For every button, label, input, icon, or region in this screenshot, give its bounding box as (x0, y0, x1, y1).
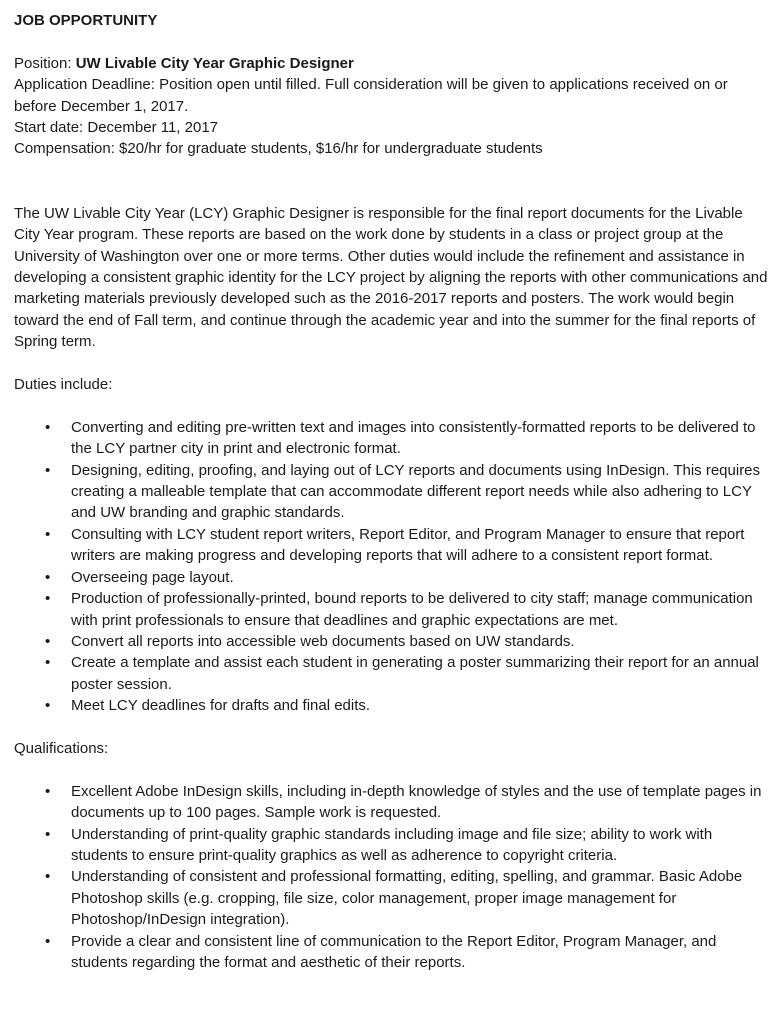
duty-item: • Designing, editing, proofing, and laying out of LCY reports and documents using InDesign. This requires creating a malleable template that can accommodate different report needs while also adhering to LCY and UW branding and graphic standards. (71, 460, 769, 524)
qualification-item: • Understanding of consistent and professional formatting, editing, spelling, and grammar. Basic Adobe Photoshop skills (e.g. cropping, file size, color management, proper image management for Photoshop/InDesign integration). (71, 866, 769, 930)
duties-heading: Duties include: (14, 376, 113, 394)
duty-item: • Converting and editing pre-written text and images into consistently-formatted reports to be delivered to the LCY partner city in print and electronic format. (71, 417, 769, 460)
application-deadline-line: Application Deadline: Position open until filled. Full consideration will be given to applications received on or before December 1, 2017. (14, 76, 728, 115)
duty-item: • Consulting with LCY student report writers, Report Editor, and Program Manager to ensure that report writers are making progress and developing reports that will adhere to a consistent report format. (71, 524, 769, 567)
position-line (14, 53, 769, 74)
duty-item: • Meet LCY deadlines for drafts and final edits. (71, 695, 769, 716)
qualification-item: • Understanding of print-quality graphic standards including image and file size; ability to work with students to ensure print-quality graphics as well as adherence to copyright criteria. (71, 824, 769, 867)
qualification-item: • Provide a clear and consistent line of communication to the Report Editor, Program Manager, and students regarding the format and aesthetic of their reports. (71, 931, 769, 974)
job-opportunity-heading: JOB OPPORTUNITY (14, 12, 158, 29)
duties-list (14, 417, 769, 717)
duty-item: • Overseeing page layout. (71, 567, 769, 588)
start-date-line: Start date: December 11, 2017 (14, 119, 219, 137)
qualifications-list (14, 781, 769, 974)
duty-item: • Convert all reports into accessible web documents based on UW standards. (71, 631, 769, 652)
duty-item: • Production of professionally-printed, bound reports to be delivered to city staff; manage communication with print professionals to ensure that deadlines and graphic expectations are met. (71, 588, 769, 631)
job-description-paragraph: The UW Livable City Year (LCY) Graphic Designer is responsible for the final report documents for the Livable City Year program. These reports are based on the work done by students in a class or project group at the University of Washington over one or more terms. Other duties would include the refinement and assistance in developing a consistent graphic identity for the LCY project by aligning the reports with other communications and marketing materials previously developed such as the 2016-2017 reports and posters. The work would begin toward the end of Fall term, and continue through the academic year and into the summer for the final reports of Spring term. (14, 204, 768, 351)
position-value: UW Livable City Year Graphic Designer (75, 54, 354, 72)
qualifications-heading: Qualifications: (14, 739, 109, 757)
compensation-line: Compensation: $20/hr for graduate students, $16/hr for undergraduate students (14, 140, 543, 158)
qualification-item: • Excellent Adobe InDesign skills, including in-depth knowledge of styles and the use of template pages in documents up to 100 pages. Sample work is requested. (71, 781, 769, 824)
position-label: Position: (14, 54, 76, 72)
duty-item: • Create a template and assist each student in generating a poster summarizing their report for an annual poster session. (71, 652, 769, 695)
